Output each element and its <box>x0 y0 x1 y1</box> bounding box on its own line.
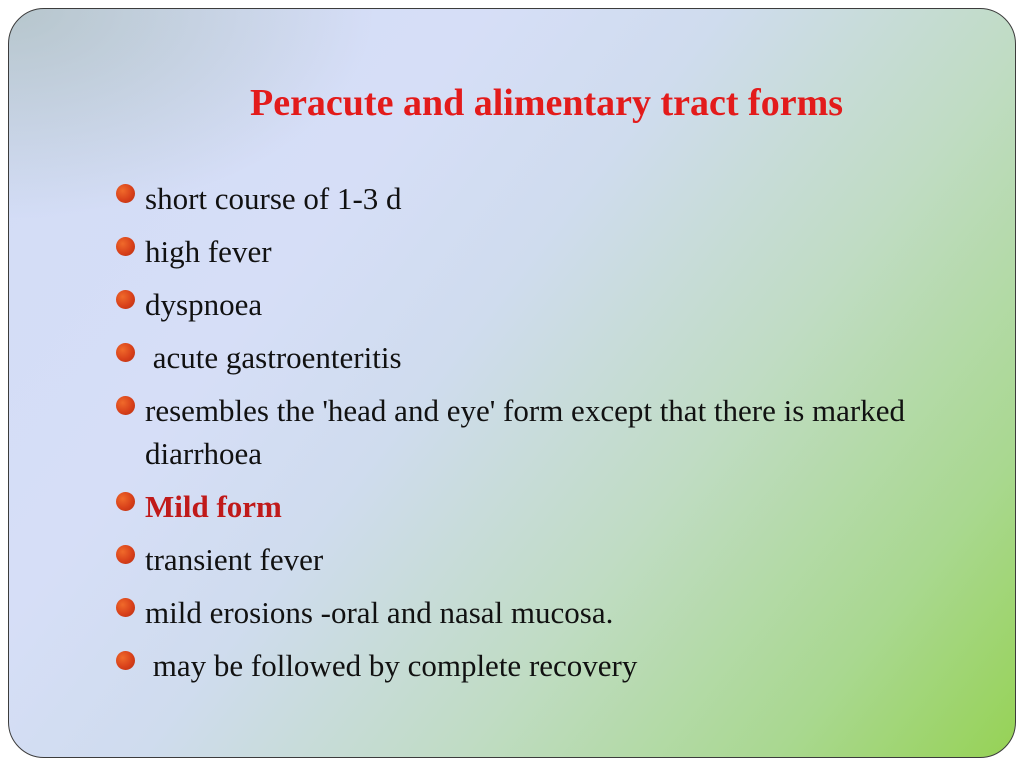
bullet-item <box>114 230 954 273</box>
bullet-dot-icon <box>116 290 135 309</box>
bullet-text: mild erosions -oral and nasal mucosa. <box>145 595 614 630</box>
bullet-text: resembles the 'head and eye' form except that there is marked diarrhoea <box>145 393 906 471</box>
bullet-item <box>114 336 954 379</box>
bullet-dot-icon <box>116 343 135 362</box>
bullet-text: short course of 1-3 d <box>145 181 402 216</box>
bullet-item-heading <box>114 485 954 528</box>
bullet-item <box>114 644 954 687</box>
bullet-dot-icon <box>116 184 135 203</box>
bullet-item <box>114 177 954 220</box>
bullet-item <box>114 538 954 581</box>
slide-title: Peracute and alimentary tract forms <box>249 82 844 124</box>
bullet-list <box>114 177 954 697</box>
bullet-text: high fever <box>145 234 272 269</box>
bullet-dot-icon <box>116 651 135 670</box>
slide <box>8 8 1016 758</box>
bullet-text: Mild form <box>145 489 282 524</box>
bullet-dot-icon <box>116 545 135 564</box>
bullet-item <box>114 283 954 326</box>
bullet-text: dyspnoea <box>145 287 263 322</box>
bullet-item <box>114 389 954 475</box>
bullet-dot-icon <box>116 598 135 617</box>
bullet-dot-icon <box>116 492 135 511</box>
bullet-text: acute gastroenteritis <box>145 340 402 375</box>
bullet-text: transient fever <box>145 542 324 577</box>
bullet-dot-icon <box>116 396 135 415</box>
bullet-text: may be followed by complete recovery <box>145 648 638 683</box>
bullet-dot-icon <box>116 237 135 256</box>
bullet-item <box>114 591 954 634</box>
